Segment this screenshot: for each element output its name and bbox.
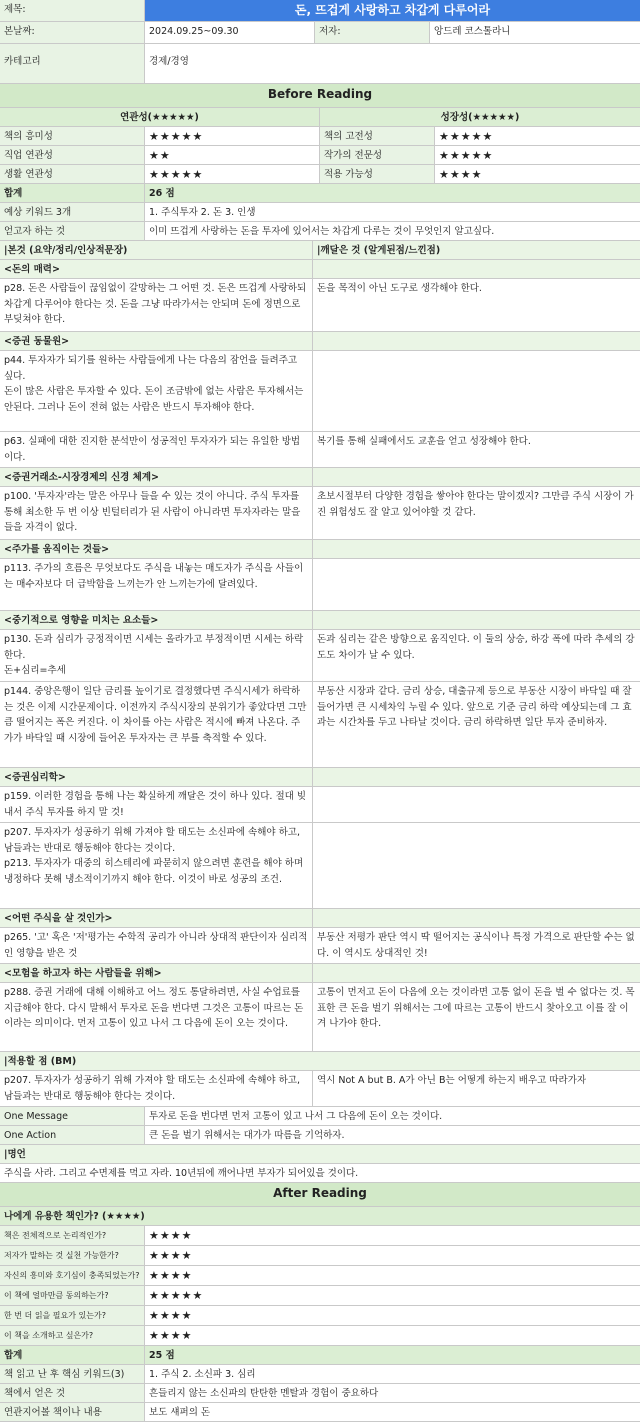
section-row [0, 332, 640, 351]
insight-cell[interactable]: 고통이 먼저고 돈이 다음에 오는 것이라면 고통 없이 돈을 벌 수 없다는 것. 목표한 큰 돈을 벌기 위해서는 그에 따르는 고통이 반드시 찾아오고 이를 잘 이겨 나가야 한다. [317, 987, 635, 1029]
rating-row [0, 165, 640, 184]
question-label: 자신의 흥미와 호기심이 충족되었는가? [0, 1266, 145, 1285]
rating-label: 작가의 전문성 [320, 146, 435, 164]
summary-cell[interactable]: p28. 돈은 사람들이 끊임없이 갈망하는 그 어떤 것. 돈은 뜨겁게 사랑하되 차갑게 다루어야 한다는 것. 돈을 그냥 따라가서는 안되며 돈에 정면으로 부딪쳐야 한다. [0, 279, 313, 331]
section-title: <주가를 움직이는 것들> [0, 540, 313, 558]
rating-row [0, 146, 640, 165]
summary-cell[interactable]: p159. 이러한 경험을 통해 나는 확실하게 깨달은 것이 하나 있다. 절대 빚내서 주식 투자를 하지 말 것! [0, 787, 313, 822]
question-stars[interactable]: ★★★★ [145, 1226, 640, 1245]
rating-stars[interactable]: ★★★★★ [145, 165, 320, 183]
insight-cell[interactable]: 돈과 심리는 같은 방향으로 움직인다. 이 둘의 상승, 하강 폭에 따라 추세의 강도도 차이가 날 수 있다. [317, 634, 635, 661]
question-stars[interactable]: ★★★★ [145, 1326, 640, 1345]
author-label: 저자: [315, 22, 430, 43]
read-date[interactable]: 2024.09.25~09.30 [145, 22, 315, 43]
gained-label: 책에서 얻은 것 [0, 1384, 145, 1402]
question-label: 저자가 말하는 것 실천 가능한가? [0, 1246, 145, 1265]
question-stars[interactable]: ★★★★ [145, 1306, 640, 1325]
section-title: <증권거래소-시장경제의 신경 체계> [0, 468, 313, 486]
insight-cell[interactable]: 부동산 시장과 같다. 금리 상승, 대출규제 등으로 부동산 시장이 바닥일 때 잘 들어가면 큰 시세차익 누릴 수 있다. 앞으로 기준 금리 하락 예상되는데 그 효과는 시간차를 두고 나타날 것이다. 금리 하락하면 일단 투자 준비하자. [317, 686, 632, 728]
note-row [0, 682, 640, 768]
rating-stars[interactable]: ★★★★★ [435, 127, 640, 145]
section-title: <증권심리학> [0, 768, 313, 786]
quote-header: |명언 [0, 1145, 640, 1163]
note-row [0, 351, 640, 432]
one-action[interactable]: 큰 돈을 벌기 위해서는 대가가 따름을 기억하자. [145, 1126, 640, 1144]
total-label: 합계 [0, 1346, 145, 1364]
section-row [0, 540, 640, 559]
section-title: <어떤 주식을 살 것인가> [0, 909, 313, 927]
key-keywords[interactable]: 1. 주식 2. 소신파 3. 심리 [145, 1365, 640, 1383]
related-text[interactable]: 보도 섀퍼의 돈 [145, 1403, 640, 1421]
useful-header: 나에게 유용한 책인가? (★★★★) [0, 1207, 640, 1225]
insight-cell[interactable]: 초보시절부터 다양한 경험을 쌓아야 한다는 말이겠지? 그만큼 주식 시장이 가진 위험성도 잘 알고 있어야할 것 같다. [317, 491, 634, 518]
one-message-label: One Message [0, 1107, 145, 1125]
gained-row [0, 1384, 640, 1403]
summary-cell[interactable]: p113. 주가의 흐름은 무엇보다도 주식을 내놓는 매도자가 주식을 사들이는 매수자보다 더 급박함을 느끼는가 안 느끼는가에 달려있다. [0, 559, 313, 610]
note-row [0, 279, 640, 332]
seen-header: |본것 (요약/정리/인상적문장) [0, 241, 313, 259]
total-label: 합계 [0, 184, 145, 202]
after-total-row [0, 1346, 640, 1365]
apply-left[interactable]: p207. 투자자가 성공하기 위해 가져야 할 태도는 소신파에 속해야 하고, 남들과는 반대로 행동해야 한다는 것이다. [0, 1071, 313, 1106]
question-label: 책은 전체적으로 논리적인가? [0, 1226, 145, 1245]
insight-cell-empty[interactable] [313, 823, 640, 908]
summary-cell[interactable] [0, 823, 313, 908]
relevance-header: 연관성(★★★★★) [0, 108, 320, 126]
body-headers-row [0, 241, 640, 260]
category-row [0, 44, 640, 84]
question-stars[interactable]: ★★★★ [145, 1266, 640, 1285]
summary-cell[interactable] [0, 351, 313, 431]
after-reading-header [0, 1183, 640, 1207]
quote-text[interactable]: 주식을 사라. 그리고 수면제를 먹고 자라. 10년뒤에 깨어나면 부자가 되어있을 것이다. [0, 1164, 640, 1182]
question-row [0, 1326, 640, 1346]
section-title-empty [313, 768, 640, 786]
one-action-row [0, 1126, 640, 1145]
summary-line: 돈+심리=추세 [4, 665, 66, 676]
question-row [0, 1226, 640, 1246]
insight-cell[interactable] [313, 351, 640, 431]
question-row [0, 1246, 640, 1266]
after-reading-title: After Reading [0, 1183, 640, 1206]
section-title-empty [313, 540, 640, 558]
question-stars[interactable]: ★★★★ [145, 1246, 640, 1265]
learned-header: |깨달은 것 (알게된점/느낀점) [313, 241, 640, 259]
question-row [0, 1306, 640, 1326]
gained-text[interactable]: 흔들리지 않는 소신파의 탄탄한 멘탈과 경험이 중요하다 [145, 1384, 640, 1402]
quote-row [0, 1164, 640, 1183]
question-label: 이 책을 소개하고 싶은가? [0, 1326, 145, 1345]
note-row [0, 823, 640, 909]
summary-cell[interactable]: p100. '투자자'라는 말은 아무나 들을 수 있는 것이 아니다. 주식 투자를 통해 최소한 두 번 이상 빈털터리가 된 사람이 아니라면 투자자라는 말을 들을 자격이 없다. [0, 487, 313, 539]
note-row [0, 787, 640, 823]
apply-header: |적용할 점 (BM) [0, 1052, 640, 1070]
apply-header-row [0, 1052, 640, 1071]
before-total-row [0, 184, 640, 203]
insight-cell[interactable]: 돈을 목적이 아닌 도구로 생각해야 한다. [317, 283, 482, 294]
summary-cell[interactable]: p288. 증권 거래에 대해 이해하고 어느 정도 통달하려면, 사실 수업료를 지급해야 한다. 다시 말해서 투자로 돈을 번다면 그것은 고통이 따르는 돈이라는 의미이다. 먼저 고통이 있고 나서 그 다음에 돈이 오는 것이다. [0, 983, 313, 1051]
rating-stars[interactable]: ★★★★ [435, 165, 640, 183]
quote-header-row [0, 1145, 640, 1164]
related-row [0, 1403, 640, 1422]
summary-cell[interactable]: p144. 중앙은행이 일단 금리를 높이기로 결정했다면 주식시세가 하락하는 것은 이제 시간문제이다. 이전까지 주식시장의 분위기가 좋았다면 그만큼 떨어지는 폭은 커진다. 이 차이를 아는 사람은 적시에 빠져 나온다. 주가가 바닥일 때 시장에 들어온 투자자는 큰 부를 축적할 수 있다. [0, 682, 313, 767]
rating-stars[interactable]: ★★ [145, 146, 320, 164]
summary-line: p44. 투자자가 되기를 원하는 사람들에게 나는 다음의 잠언을 들려주고 싶다. [4, 355, 298, 382]
question-stars[interactable]: ★★★★★ [145, 1286, 640, 1305]
category-value[interactable]: 경제/경영 [145, 44, 640, 83]
section-title-empty [313, 611, 640, 629]
insight-cell[interactable]: 복기를 통해 실패에서도 교훈을 얻고 성장해야 한다. [317, 436, 531, 447]
rating-label: 적용 가능성 [320, 165, 435, 183]
note-row [0, 432, 640, 468]
insight-cell[interactable]: 부동산 저평가 판단 역시 딱 떨어지는 공식이나 특정 가격으로 판단할 수는 없다. 이 역시도 상대적인 것! [317, 932, 635, 959]
apply-row [0, 1071, 640, 1107]
growth-header: 성장성(★★★★★) [320, 108, 640, 126]
total-score: 25 점 [145, 1346, 640, 1364]
question-row [0, 1266, 640, 1286]
rating-label: 생활 연관성 [0, 165, 145, 183]
summary-line: p207. 투자자가 성공하기 위해 가져야 할 태도는 소신파에 속해야 하고, 남들과는 반대로 행동해야 한다는 것이다. [4, 827, 300, 854]
section-title-empty [313, 332, 640, 350]
section-title-empty [313, 964, 640, 982]
insight-cell-empty[interactable] [313, 787, 640, 822]
total-score: 26 점 [145, 184, 640, 202]
note-row [0, 559, 640, 611]
category-label: 카테고리 [0, 44, 145, 83]
section-row [0, 768, 640, 787]
book-title[interactable]: 돈, 뜨겁게 사랑하고 차갑게 다루어라 [145, 0, 640, 21]
one-message[interactable]: 투자로 돈을 번다면 먼저 고통이 있고 나서 그 다음에 돈이 오는 것이다. [145, 1107, 640, 1125]
summary-cell[interactable] [0, 630, 313, 681]
before-reading-header [0, 84, 640, 108]
section-row [0, 611, 640, 630]
section-row [0, 260, 640, 279]
section-title-empty [313, 260, 640, 278]
rating-label: 직업 연관성 [0, 146, 145, 164]
section-title: <중기적으로 영향을 미치는 요소들> [0, 611, 313, 629]
apply-right[interactable]: 역시 Not A but B. A가 아닌 B는 어떻게 하는지 배우고 따라가자 [317, 1075, 587, 1086]
useful-header-row [0, 1207, 640, 1226]
before-reading-title: Before Reading [0, 84, 640, 107]
title-row [0, 0, 640, 22]
rating-row [0, 127, 640, 146]
note-row [0, 928, 640, 964]
goal-label: 얻고자 하는 것 [0, 222, 145, 240]
note-row [0, 487, 640, 540]
rating-label: 책의 고전성 [320, 127, 435, 145]
summary-cell[interactable]: p265. '고' 혹은 '저'평가는 수학적 공리가 아니라 상대적 판단이자 심리적인 영향을 받은 것 [0, 928, 313, 963]
key-keywords-label: 책 읽고 난 후 핵심 키워드(3) [0, 1365, 145, 1383]
section-title-empty [313, 468, 640, 486]
date-author-row [0, 22, 640, 44]
one-message-row [0, 1107, 640, 1126]
title-label: 제목: [0, 0, 145, 21]
question-label: 한 번 더 읽을 필요가 있는가? [0, 1306, 145, 1325]
related-label: 연관지어볼 책이나 내용 [0, 1403, 145, 1421]
section-row [0, 468, 640, 487]
section-title: <증권 동물원> [0, 332, 313, 350]
section-row [0, 964, 640, 983]
summary-line: 돈이 많은 사람은 투자할 수 있다. 돈이 조금밖에 없는 사람은 투자해서는 안된다. 그러나 돈이 전혀 없는 사람은 반드시 투자해야 한다. [4, 386, 304, 413]
expected-keywords-row [0, 203, 640, 222]
summary-line: p213. 투자자가 대중의 히스테리에 파묻히지 않으려면 훈련을 해야 하며 냉정하다 못해 냉소적이기까지 해야 한다. 이것이 바로 성공의 조건. [4, 858, 304, 885]
expected-keywords-label: 예상 키워드 3개 [0, 203, 145, 221]
question-row [0, 1286, 640, 1306]
section-title: <돈의 매력> [0, 260, 313, 278]
key-keywords-row [0, 1365, 640, 1384]
rating-headers-row [0, 108, 640, 127]
rating-stars[interactable]: ★★★★★ [435, 146, 640, 164]
one-action-label: One Action [0, 1126, 145, 1144]
rating-stars[interactable]: ★★★★★ [145, 127, 320, 145]
goal-text[interactable]: 이미 뜨겁게 사랑하는 돈을 투자에 있어서는 차갑게 다루는 것이 무엇인지 알고싶다. [145, 222, 640, 240]
note-row [0, 630, 640, 682]
insight-cell[interactable] [313, 559, 640, 610]
note-row [0, 983, 640, 1052]
rating-label: 책의 흥미성 [0, 127, 145, 145]
question-label: 이 책에 얼마만큼 동의하는가? [0, 1286, 145, 1305]
section-title: <모험을 하고자 하는 사람들을 위해> [0, 964, 313, 982]
author-name[interactable]: 앙드레 코스톨라니 [430, 22, 640, 43]
expected-keywords[interactable]: 1. 주식투자 2. 돈 3. 인생 [145, 203, 640, 221]
section-row [0, 909, 640, 928]
section-title-empty [313, 909, 640, 927]
summary-cell[interactable]: p63. 실패에 대한 진지한 분석만이 성공적인 투자자가 되는 유일한 방법이다. [0, 432, 313, 467]
date-label: 본날짜: [0, 22, 145, 43]
summary-line: p130. 돈과 심리가 긍정적이면 시세는 올라가고 부정적이면 시세는 하락한다. [4, 634, 304, 661]
goal-row [0, 222, 640, 241]
